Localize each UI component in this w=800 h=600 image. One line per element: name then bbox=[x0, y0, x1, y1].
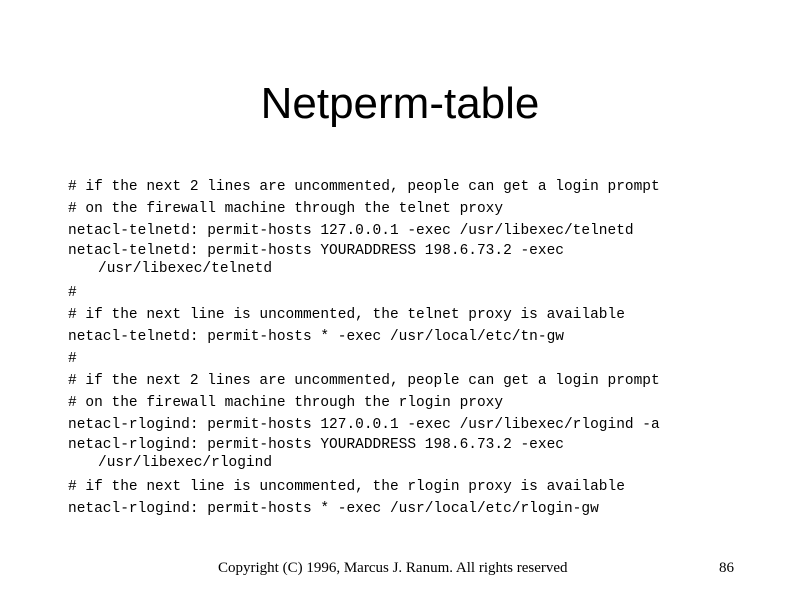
code-line: netacl-rlogind: permit-hosts * -exec /usr/local/etc/rlogin-gw bbox=[68, 501, 599, 517]
code-line-wrapped bbox=[68, 436, 748, 476]
code-line-wrapped bbox=[68, 242, 748, 282]
code-line: # on the firewall machine through the rlogin proxy bbox=[68, 395, 504, 411]
code-line: # bbox=[68, 351, 77, 367]
code-line: # if the next 2 lines are uncommented, people can get a login prompt bbox=[68, 373, 660, 389]
page-number: 86 bbox=[719, 560, 734, 576]
code-line: # if the next 2 lines are uncommented, people can get a login prompt bbox=[68, 179, 660, 195]
code-line: netacl-rlogind: permit-hosts 127.0.0.1 -exec /usr/libexec/rlogind -a bbox=[68, 417, 660, 433]
config-code-block bbox=[68, 176, 748, 520]
code-line: netacl-telnetd: permit-hosts YOURADDRESS 198.6.73.2 -exec bbox=[68, 243, 564, 259]
code-line: netacl-telnetd: permit-hosts * -exec /usr/local/etc/tn-gw bbox=[68, 329, 564, 345]
code-line: # if the next line is uncommented, the telnet proxy is available bbox=[68, 307, 625, 323]
slide-title: Netperm-table bbox=[260, 79, 540, 128]
code-line: # bbox=[68, 285, 77, 301]
code-line: # if the next line is uncommented, the rlogin proxy is available bbox=[68, 479, 625, 495]
code-line: # on the firewall machine through the telnet proxy bbox=[68, 201, 504, 217]
code-line-continuation: /usr/libexec/rlogind bbox=[98, 455, 273, 471]
code-line: netacl-telnetd: permit-hosts 127.0.0.1 -exec /usr/libexec/telnetd bbox=[68, 223, 634, 239]
copyright-footer: Copyright (C) 1996, Marcus J. Ranum. All rights reserved bbox=[218, 560, 568, 576]
code-line-continuation: /usr/libexec/telnetd bbox=[98, 261, 273, 277]
code-line: netacl-rlogind: permit-hosts YOURADDRESS 198.6.73.2 -exec bbox=[68, 437, 564, 453]
